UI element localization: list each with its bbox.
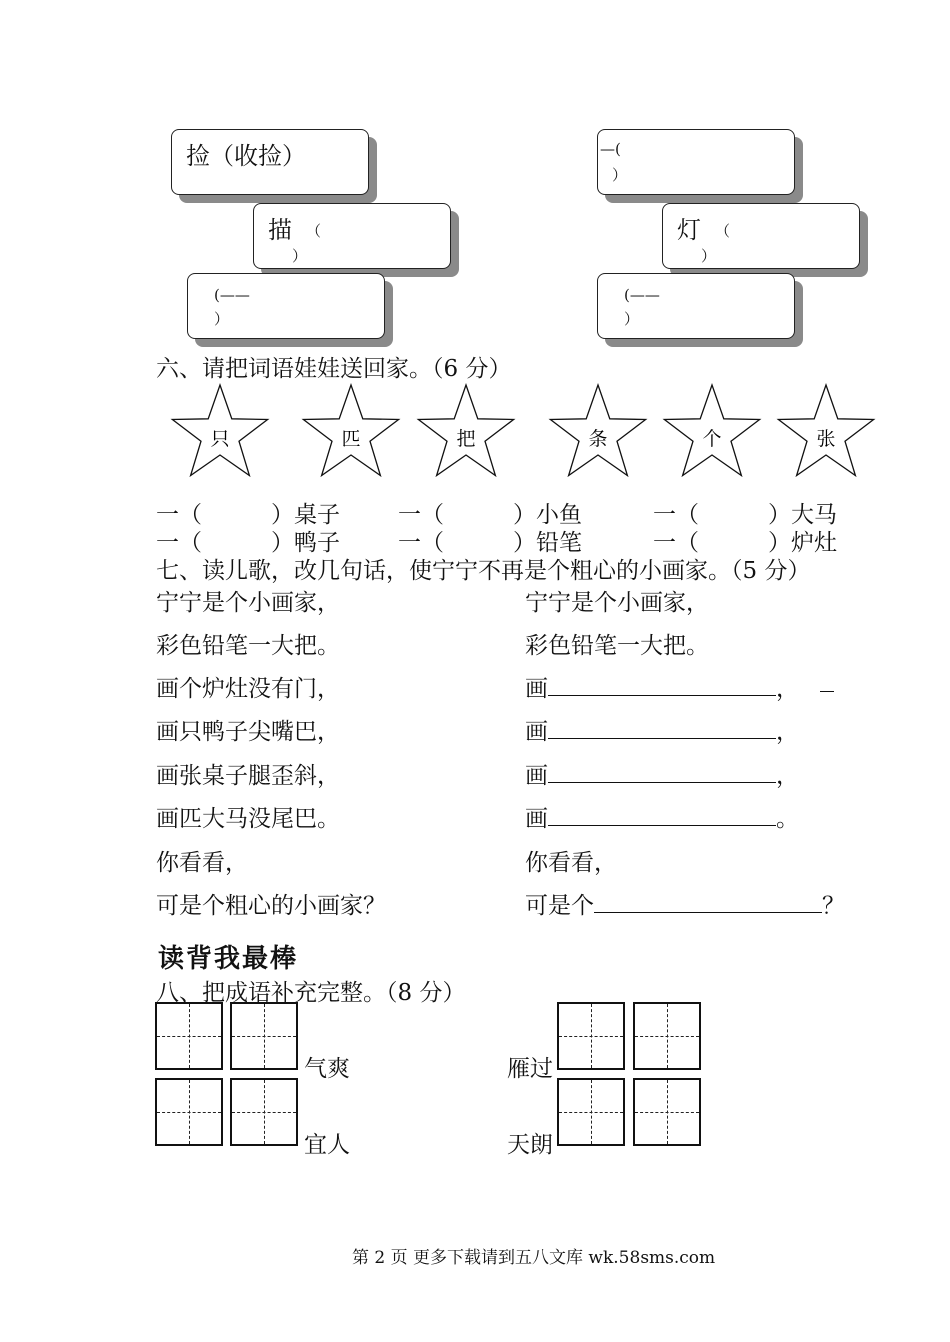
star-label: 把 bbox=[456, 428, 476, 450]
star-zhi bbox=[172, 385, 267, 476]
word-box-5-char: 灯 bbox=[677, 216, 701, 244]
idiom-grid-cell[interactable] bbox=[557, 1002, 625, 1070]
word-box-4-line2: ） bbox=[612, 166, 628, 184]
measure-item: 一（ ）炉灶 bbox=[653, 530, 837, 556]
word-box-5-paren-open: （ bbox=[715, 222, 731, 240]
rewrite-line-5 bbox=[525, 887, 845, 920]
poem-left-line: 画个炉灶没有门， bbox=[156, 676, 340, 702]
last-prefix: 可是个 bbox=[525, 893, 594, 919]
poem-left-line: 可是个粗心的小画家？ bbox=[156, 893, 386, 919]
idiom-grid-cell[interactable] bbox=[155, 1002, 223, 1070]
answer-blank-4[interactable] bbox=[548, 805, 776, 826]
section-heading: 读背我最棒 bbox=[158, 944, 299, 974]
word-box-5 bbox=[662, 203, 860, 269]
poem-left-line: 画张桌子腿歪斜， bbox=[156, 763, 340, 789]
section-7-title: 七、读儿歌，改几句话，使宁宁不再是个粗心的小画家。（5 分） bbox=[156, 558, 811, 584]
hua-label: 画 bbox=[525, 763, 548, 789]
section-6-title: 六、请把词语娃娃送回家。（6 分） bbox=[156, 356, 512, 382]
word-box-3 bbox=[187, 273, 385, 339]
stars-row bbox=[0, 380, 950, 480]
star-zhang bbox=[778, 385, 873, 476]
word-box-2-paren-open: （ bbox=[306, 222, 322, 240]
idiom-part: 宜人 bbox=[304, 1132, 350, 1158]
idiom-part: 天朗 bbox=[507, 1132, 553, 1158]
answer-blank-5[interactable] bbox=[594, 892, 822, 913]
hua-label: 画 bbox=[525, 676, 548, 702]
star-label: 只 bbox=[210, 428, 230, 450]
comma: ， bbox=[776, 719, 799, 745]
word-box-2-paren-close: ） bbox=[292, 247, 308, 265]
measure-item: 一（ ）小鱼 bbox=[398, 502, 582, 528]
rewrite-line-1 bbox=[525, 670, 799, 703]
hua-label: 画 bbox=[525, 719, 548, 745]
page-footer: 第 2 页 更多下载请到五八文库 wk.58sms.com bbox=[352, 1248, 716, 1268]
poem-right-line: 彩色铅笔一大把。 bbox=[525, 633, 709, 659]
word-box-1-text: 捡（收捡） bbox=[186, 142, 306, 170]
last-suffix: ？ bbox=[822, 893, 845, 919]
word-box-1 bbox=[171, 129, 369, 195]
poem-left-line: 彩色铅笔一大把。 bbox=[156, 633, 340, 659]
word-box-4-line1: —( bbox=[600, 140, 621, 158]
word-box-3-line1: (—— bbox=[214, 286, 250, 304]
measure-item: 一（ ）铅笔 bbox=[398, 530, 582, 556]
word-box-2 bbox=[253, 203, 451, 269]
star-ge bbox=[664, 385, 759, 476]
rewrite-line-3 bbox=[525, 757, 799, 790]
comma: ， bbox=[776, 676, 799, 702]
star-label: 匹 bbox=[341, 428, 361, 450]
measure-item: 一（ ）大马 bbox=[653, 502, 837, 528]
word-box-3-line2: ） bbox=[214, 310, 230, 328]
measure-item: 一（ ）桌子 bbox=[156, 502, 340, 528]
idiom-grid-cell[interactable] bbox=[230, 1078, 298, 1146]
idiom-part: 雁过 bbox=[507, 1056, 553, 1082]
answer-blank-2[interactable] bbox=[548, 718, 776, 739]
measure-item: 一（ ）鸭子 bbox=[156, 530, 340, 556]
idiom-grid-cell[interactable] bbox=[230, 1002, 298, 1070]
comma: ， bbox=[776, 763, 799, 789]
rewrite-line-2 bbox=[525, 713, 799, 746]
idiom-grid-cell[interactable] bbox=[633, 1078, 701, 1146]
stray-underline bbox=[820, 691, 834, 692]
poem-left-line: 画匹大马没尾巴。 bbox=[156, 806, 340, 832]
poem-left-line: 宁宁是个小画家， bbox=[156, 590, 340, 616]
star-ba bbox=[418, 385, 513, 476]
star-pi bbox=[303, 385, 398, 476]
poem-left-line: 画只鸭子尖嘴巴， bbox=[156, 719, 340, 745]
star-label: 条 bbox=[588, 428, 608, 450]
period: 。 bbox=[776, 806, 799, 832]
word-box-6 bbox=[597, 273, 795, 339]
answer-blank-1[interactable] bbox=[548, 675, 776, 696]
poem-right-line: 你看看， bbox=[525, 850, 617, 876]
section-8-title: 八、把成语补充完整。（8 分） bbox=[156, 980, 466, 1006]
star-label: 张 bbox=[816, 428, 836, 450]
word-box-4 bbox=[597, 129, 795, 195]
word-box-5-paren-close: ） bbox=[701, 247, 717, 265]
star-label: 个 bbox=[702, 428, 722, 450]
word-box-6-line1: (—— bbox=[624, 286, 660, 304]
word-box-6-line2: ） bbox=[624, 310, 640, 328]
idiom-grid-cell[interactable] bbox=[557, 1078, 625, 1146]
hua-label: 画 bbox=[525, 806, 548, 832]
answer-blank-3[interactable] bbox=[548, 762, 776, 783]
idiom-grid-cell[interactable] bbox=[155, 1078, 223, 1146]
rewrite-line-4 bbox=[525, 800, 799, 833]
idiom-part: 气爽 bbox=[304, 1056, 350, 1082]
poem-right-line: 宁宁是个小画家， bbox=[525, 590, 709, 616]
idiom-grid-cell[interactable] bbox=[633, 1002, 701, 1070]
poem-left-line: 你看看， bbox=[156, 850, 248, 876]
word-box-2-char: 描 bbox=[268, 216, 292, 244]
star-tiao bbox=[550, 385, 645, 476]
